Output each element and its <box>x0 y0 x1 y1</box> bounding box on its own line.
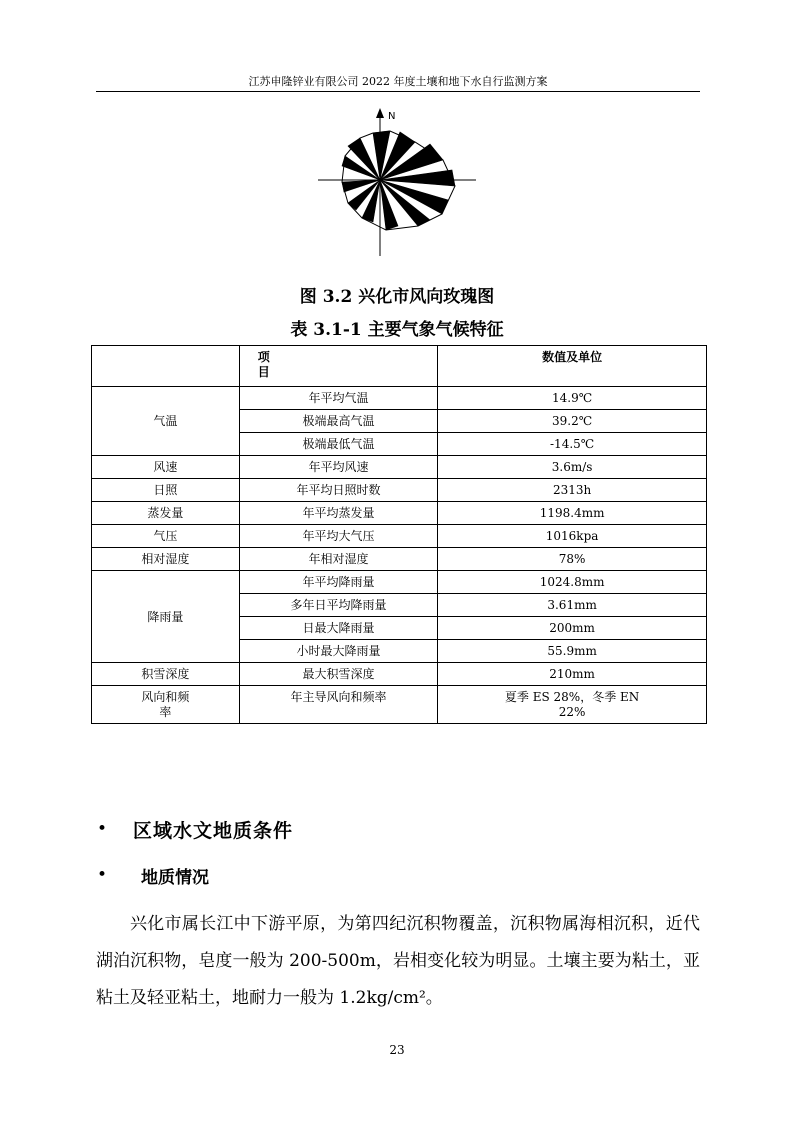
table-row <box>92 387 707 410</box>
table-cell-category: 日照 <box>92 479 240 502</box>
table-row <box>92 502 707 525</box>
table-cell-sub: 极端最高气温 <box>239 410 438 433</box>
table-cell-category: 相对湿度 <box>92 548 240 571</box>
header-divider <box>96 91 700 92</box>
table-cell-sub: 年平均风速 <box>239 456 438 479</box>
climate-table <box>91 345 707 724</box>
rose-north-label: N <box>388 111 396 122</box>
table-cell-value: 39.2℃ <box>438 410 707 433</box>
section-heading: 区域水文地质条件 <box>133 820 294 842</box>
table-cell-value: 210mm <box>438 663 707 686</box>
table-cell-category: 蒸发量 <box>92 502 240 525</box>
table-cell-sub: 极端最低气温 <box>239 433 438 456</box>
table-cell-sub: 年平均日照时数 <box>239 479 438 502</box>
table-header-value: 数值及单位 <box>438 346 707 387</box>
subsection-heading: 地质情况 <box>141 868 209 888</box>
table-cell-category: 降雨量 <box>92 571 240 663</box>
page-number: 23 <box>389 1043 405 1057</box>
table-cell-value: 夏季 ES 28%，冬季 EN 22% <box>438 686 707 724</box>
table-row <box>92 548 707 571</box>
table-cell-sub: 多年日平均降雨量 <box>239 594 438 617</box>
table-row <box>92 686 707 724</box>
table-cell-category: 气温 <box>92 387 240 456</box>
wind-rose-figure <box>318 108 476 258</box>
bullet-marker: • <box>97 819 108 839</box>
table-cell-value: 55.9mm <box>438 640 707 663</box>
table-cell-sub: 小时最大降雨量 <box>239 640 438 663</box>
table-cell-sub: 年平均气温 <box>239 387 438 410</box>
table-row <box>92 571 707 594</box>
table-cell-category: 风速 <box>92 456 240 479</box>
rose-north-arrow <box>376 108 384 118</box>
table-header-item: 项目 <box>239 346 438 387</box>
table-cell-category: 积雪深度 <box>92 663 240 686</box>
table-cell-value: 1198.4mm <box>438 502 707 525</box>
table-cell-value: 14.9℃ <box>438 387 707 410</box>
figure-caption: 图 3.2 兴化市风向玫瑰图 <box>299 287 495 307</box>
table-cell-category: 风向和频率 <box>92 686 240 724</box>
table-cell-sub: 年平均蒸发量 <box>239 502 438 525</box>
table-row <box>92 663 707 686</box>
bullet-marker: • <box>97 865 108 885</box>
table-row <box>92 456 707 479</box>
table-cell-value: 2313h <box>438 479 707 502</box>
table-cell-sub: 最大积雪深度 <box>239 663 438 686</box>
table-header-row <box>92 346 707 387</box>
table-cell-sub: 年主导风向和频率 <box>239 686 438 724</box>
table-cell-value: 78% <box>438 548 707 571</box>
table-cell-sub: 年相对湿度 <box>239 548 438 571</box>
table-cell-value: 200mm <box>438 617 707 640</box>
table-cell-value: 1016kpa <box>438 525 707 548</box>
table-row <box>92 525 707 548</box>
table-cell-sub: 年平均大气压 <box>239 525 438 548</box>
table-cell-category: 气压 <box>92 525 240 548</box>
table-row <box>92 479 707 502</box>
table-cell-value: 3.61mm <box>438 594 707 617</box>
table-cell-value: -14.5℃ <box>438 433 707 456</box>
table-cell-value: 3.6m/s <box>438 456 707 479</box>
table-caption: 表 3.1-1 主要气象气候特征 <box>290 320 504 340</box>
body-paragraph: 兴化市属长江中下游平原，为第四纪沉积物覆盖，沉积物属海相沉积，近代湖泊沉积物，皂度一般为 200-500m，岩相变化较为明显。土壤主要为粘土，亚粘土及轻亚粘土，地耐力一般为 1.2kg/cm²。 <box>96 914 700 1008</box>
table-cell-value: 1024.8mm <box>438 571 707 594</box>
table-cell-sub: 日最大降雨量 <box>239 617 438 640</box>
table-cell-sub: 年平均降雨量 <box>239 571 438 594</box>
page-header: 江苏申隆锌业有限公司 2022 年度土壤和地下水自行监测方案 <box>248 75 548 88</box>
